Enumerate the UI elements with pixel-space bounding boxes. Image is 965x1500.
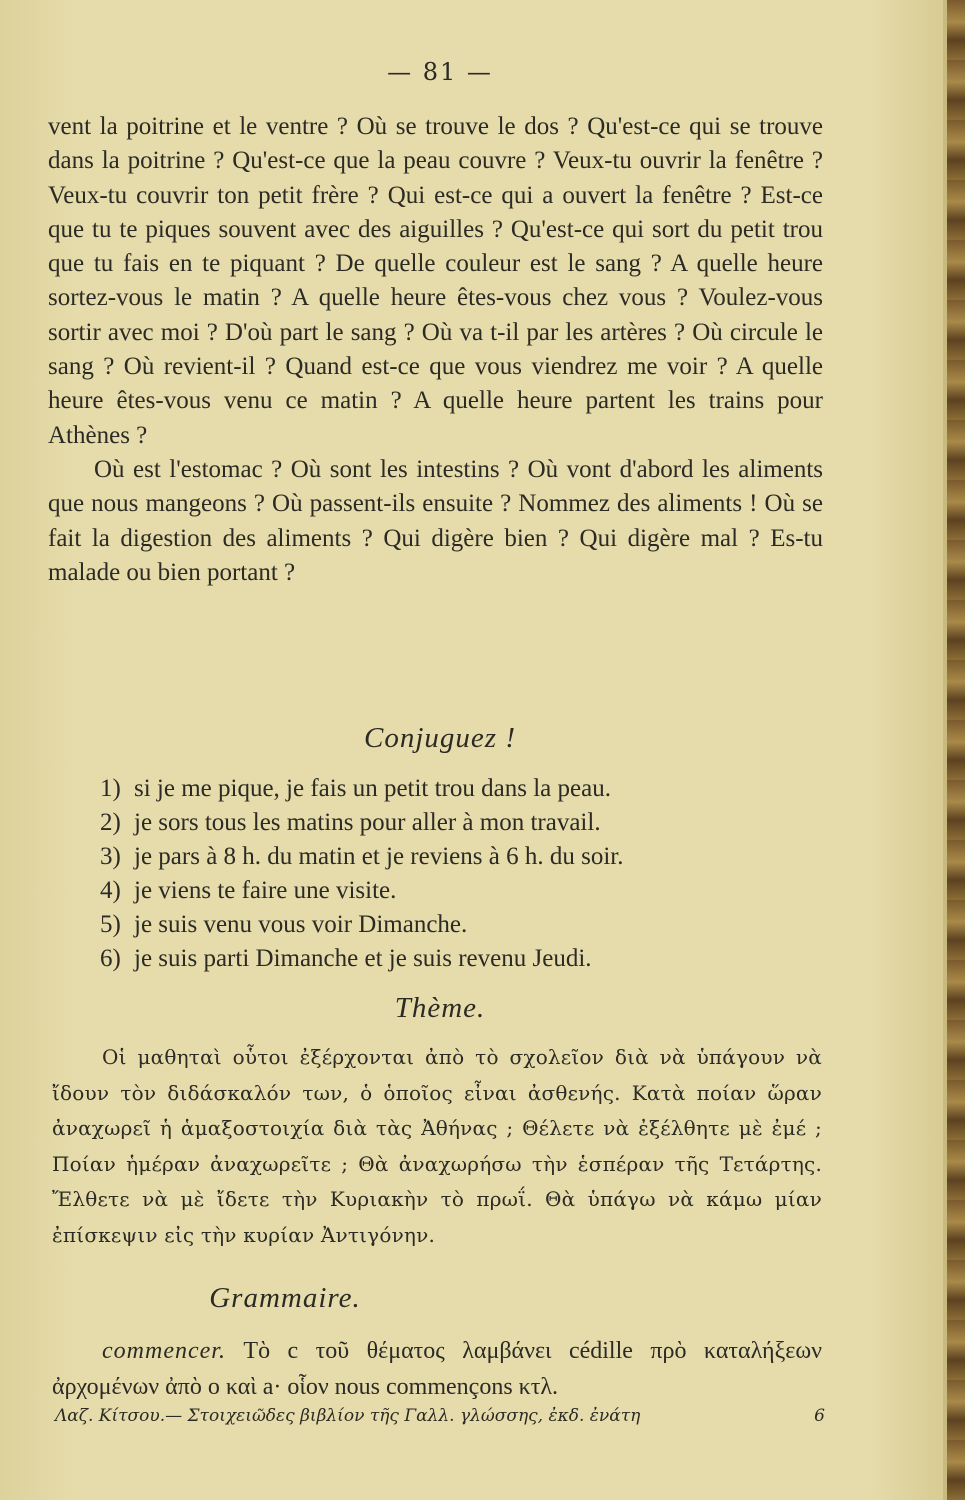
grammaire-heading: Grammaire. <box>209 1282 361 1314</box>
list-item: 6) je suis parti Dimanche et je suis revenu Jeudi. <box>100 945 592 972</box>
signature-mark: 6 <box>814 1406 825 1426</box>
page-number: — 81 — <box>387 58 493 86</box>
footer <box>55 1406 825 1426</box>
grammar-text: Τὸ c τοῦ θέματος λαμβάνει cédille πρὸ καταλήξεων ἀρχομένων ἀπὸ o καὶ a· οἷον nous commençons κτλ. <box>52 1338 823 1400</box>
book-binding <box>947 0 965 1500</box>
list-item: 5) je suis venu vous voir Dimanche. <box>100 911 468 938</box>
list-item: 4) je viens te faire une visite. <box>100 877 397 904</box>
list-item: 3) je pars à 8 h. du matin et je reviens à 6 h. du soir. <box>100 843 624 870</box>
paragraph: vent la poitrine et le ventre ? Où se trouve le dos ? Qu'est-ce qui se trouve dans la poitrine ? Qu'est-ce que la peau couvre ? Veux-tu ouvrir la fenêtre ? Veux-tu couvrir ton petit frère ? Qui est-ce qui a ouvert la fenêtre ? Est-ce que tu te piques souvent avec des aiguilles ? Qu'est-ce qui sort du petit trou que tu fais en te piquant ? De quelle couleur est le sang ? A quelle heure sortez-vous le matin ? A quelle heure êtes-vous chez vous ? Voulez-vous sortir avec moi ? D'où part le sang ? Où va t-il par les artères ? Où circule le sang ? Où revient-il ? Quand est-ce que vous viendrez me voir ? A quelle heure êtes-vous venu ce matin ? A quelle heure partent les trains pour Athènes ? <box>48 113 823 449</box>
grammar-term: commencer. <box>102 1338 226 1364</box>
theme-heading: Thème. <box>394 992 486 1024</box>
greek-paragraph: Οἱ μαθηταὶ οὗτοι ἐξέρχονται ἀπὸ τὸ σχολεῖον διὰ νὰ ὑπάγουν νὰ ἴδουν τὸν διδάσκαλόν των, ὁ ὁποῖος εἶναι ἀσθενής. Κατὰ ποίαν ὥραν ἀναχωρεῖ ἡ ἁμαξοστοιχία διὰ τὰς Ἀθήνας ; Θέλετε νὰ ἐξέλθητε μὲ ἐμέ ; Ποίαν ἡμέραν ἀναχωρεῖτε ; Θὰ ἀναχωρήσω τὴν ἑσπέραν τῆς Τετάρτης. Ἔλθετε νὰ μὲ ἴδετε τὴν Κυριακὴν τὸ πρωΐ. Θὰ ὑπάγω νὰ κάμω μίαν ἐπίσκεψιν εἰς τὴν κυρίαν Ἀντιγόνην. <box>52 1045 822 1247</box>
footer-citation: Λαζ. Κίτσου.— Στοιχειῶδες βιβλίον τῆς Γαλλ. γλώσσης, ἐκδ. ἐνάτη <box>55 1406 641 1426</box>
grammar-note <box>52 1333 822 1405</box>
paragraph: Où est l'estomac ? Où sont les intestins ? Où vont d'abord les aliments que nous mangeons ? Où passent-ils ensuite ? Nommez des aliments ! Où se fait la digestion des aliments ? Qui digère bien ? Qui digère mal ? Es-tu malade ou bien portant ? <box>48 455 823 586</box>
exercise-questions <box>48 110 823 590</box>
list-item: 2) je sors tous les matins pour aller à mon travail. <box>100 809 601 836</box>
conjuguez-heading: Conjuguez ! <box>364 722 516 754</box>
list-item: 1) si je me pique, je fais un petit trou dans la peau. <box>100 775 611 802</box>
conjugation-list <box>100 772 840 976</box>
theme-text <box>52 1040 822 1253</box>
